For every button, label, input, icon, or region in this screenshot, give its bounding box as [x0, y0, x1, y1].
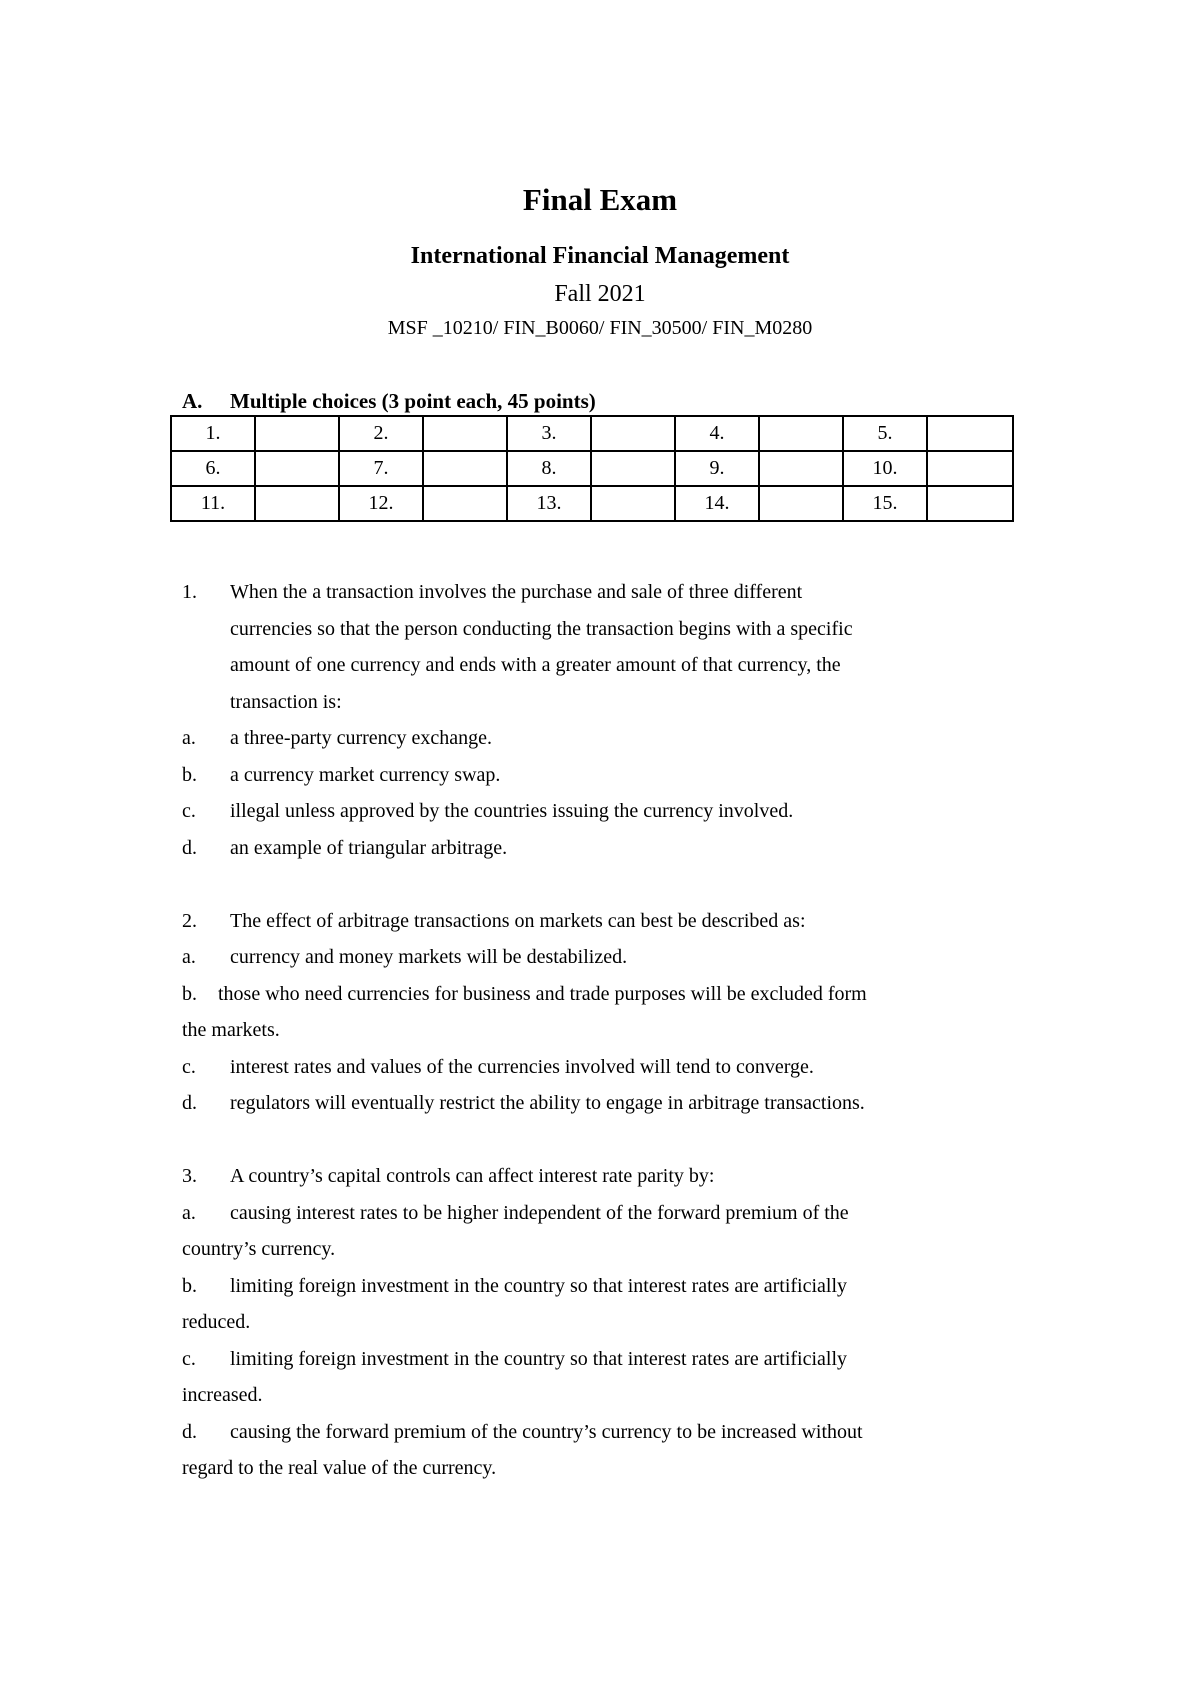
- option-d: [182, 830, 1022, 867]
- option-letter: a.: [182, 946, 196, 968]
- option-text: causing interest rates to be higher independent of the forward premium of the: [230, 1201, 849, 1224]
- question-stem: The effect of arbitrage transactions on markets can best be described as:: [230, 909, 806, 932]
- option-b: [182, 757, 1022, 794]
- answer-blank-cell[interactable]: [591, 451, 675, 486]
- answer-blank-cell[interactable]: [255, 451, 339, 486]
- option-a: [182, 939, 1022, 976]
- answer-blank-cell[interactable]: [759, 486, 843, 521]
- option-continuation: increased.: [182, 1384, 263, 1406]
- question-2: [182, 903, 1022, 1122]
- answer-grid-row: [171, 416, 1013, 451]
- option-letter: d.: [182, 836, 197, 859]
- question-3: [182, 1158, 1022, 1487]
- option-a: [182, 1195, 1022, 1268]
- option-d: [182, 1085, 1022, 1122]
- answer-number-cell: 15.: [843, 486, 927, 521]
- answer-grid-row: [171, 451, 1013, 486]
- answer-number-cell: 5.: [843, 416, 927, 451]
- term-label: Fall 2021: [554, 281, 646, 307]
- answer-blank-cell[interactable]: [591, 416, 675, 451]
- option-text: causing the forward premium of the country’s currency to be increased without: [230, 1420, 863, 1443]
- option-continuation: the markets.: [182, 1019, 280, 1041]
- answer-blank-cell[interactable]: [591, 486, 675, 521]
- question-stem-line: amount of one currency and ends with a greater amount of that currency, the: [230, 654, 841, 676]
- exam-title: Final Exam: [522, 182, 678, 217]
- option-text: those who need currencies for business and trade purposes will be excluded form: [218, 982, 867, 1005]
- option-a: [182, 720, 1022, 757]
- answer-blank-cell[interactable]: [759, 416, 843, 451]
- answer-number-cell: 11.: [171, 486, 255, 521]
- option-text: regulators will eventually restrict the ability to engage in arbitrage transactions.: [230, 1092, 865, 1114]
- answer-number-cell: 7.: [339, 451, 423, 486]
- option-text: interest rates and values of the currencies involved will tend to converge.: [230, 1055, 814, 1078]
- answer-number-cell: 14.: [675, 486, 759, 521]
- option-letter: d.: [182, 1420, 197, 1443]
- option-continuation: reduced.: [182, 1311, 251, 1333]
- answer-number-cell: 12.: [339, 486, 423, 521]
- option-letter: a.: [182, 1201, 196, 1224]
- question-number: 2.: [182, 909, 197, 932]
- option-c: [182, 1049, 1022, 1086]
- answer-number-cell: 9.: [675, 451, 759, 486]
- option-letter: b.: [182, 763, 197, 786]
- option-c: [182, 1341, 1022, 1414]
- section-a-letter: A.: [182, 389, 203, 413]
- question-list: [182, 574, 1022, 1487]
- option-text: currency and money markets will be destabilized.: [230, 946, 628, 968]
- option-text: a three-party currency exchange.: [230, 727, 493, 749]
- option-letter: c.: [182, 1347, 196, 1370]
- answer-blank-cell[interactable]: [423, 416, 507, 451]
- course-name: International Financial Management: [410, 243, 790, 269]
- answer-blank-cell[interactable]: [423, 486, 507, 521]
- answer-number-cell: 2.: [339, 416, 423, 451]
- question-number: 1.: [182, 581, 197, 603]
- answer-grid: [170, 415, 1014, 522]
- answer-number-cell: 3.: [507, 416, 591, 451]
- answer-blank-cell[interactable]: [759, 451, 843, 486]
- answer-number-cell: 10.: [843, 451, 927, 486]
- option-d: [182, 1414, 1022, 1487]
- answer-blank-cell[interactable]: [927, 486, 1013, 521]
- option-letter: a.: [182, 727, 196, 749]
- answer-grid-row: [171, 486, 1013, 521]
- option-text: limiting foreign investment in the country so that interest rates are artificially: [230, 1274, 848, 1297]
- option-letter: b.: [182, 1274, 197, 1297]
- answer-blank-cell[interactable]: [255, 486, 339, 521]
- answer-number-cell: 13.: [507, 486, 591, 521]
- answer-number-cell: 8.: [507, 451, 591, 486]
- option-continuation: country’s currency.: [182, 1238, 336, 1260]
- question-stem-line: When the a transaction involves the purchase and sale of three different: [230, 581, 803, 603]
- option-letter: d.: [182, 1092, 197, 1114]
- answer-blank-cell[interactable]: [423, 451, 507, 486]
- answer-blank-cell[interactable]: [255, 416, 339, 451]
- option-b: [182, 1268, 1022, 1341]
- answer-number-cell: 6.: [171, 451, 255, 486]
- answer-blank-cell[interactable]: [927, 451, 1013, 486]
- answer-number-cell: 4.: [675, 416, 759, 451]
- option-text: an example of triangular arbitrage.: [230, 836, 508, 859]
- question-number: 3.: [182, 1165, 197, 1187]
- option-letter: b.: [182, 982, 197, 1005]
- option-b: [182, 976, 1022, 1049]
- section-a-heading: [182, 388, 596, 414]
- option-letter: c.: [182, 800, 196, 822]
- question-stem-line: currencies so that the person conducting the transaction begins with a specific: [230, 617, 853, 640]
- option-text: limiting foreign investment in the country so that interest rates are artificially: [230, 1347, 848, 1370]
- section-a-title: Multiple choices (3 point each, 45 points): [230, 389, 596, 413]
- option-c: [182, 793, 1022, 830]
- option-text: illegal unless approved by the countries issuing the currency involved.: [230, 800, 794, 822]
- option-continuation: regard to the real value of the currency.: [182, 1457, 497, 1479]
- option-text: a currency market currency swap.: [230, 763, 501, 786]
- question-1: [182, 574, 1022, 866]
- question-stem-line: transaction is:: [230, 690, 342, 713]
- course-codes: MSF _10210/ FIN_B0060/ FIN_30500/ FIN_M0280: [387, 317, 813, 339]
- answer-number-cell: 1.: [171, 416, 255, 451]
- answer-blank-cell[interactable]: [927, 416, 1013, 451]
- question-stem: A country’s capital controls can affect interest rate parity by:: [230, 1165, 715, 1187]
- option-letter: c.: [182, 1055, 196, 1078]
